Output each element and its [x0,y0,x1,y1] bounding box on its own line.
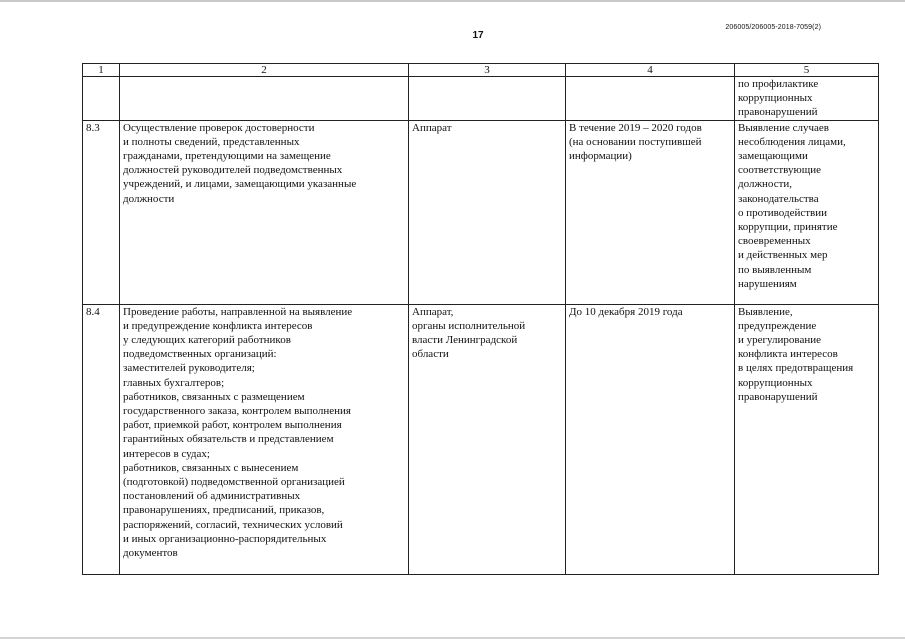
cell-number: 8.3 [83,120,120,304]
cell-action: Проведение работы, направленной на выявление и предупреждение конфликта интересов у следующих категорий работников подведомственных организаций: заместителей руководителя; главных бухгалтеров; работников, связанных с размещением государственного заказа, контролем выполнения работ, приемкой работ, контролем выполнения гарантийных обязательств и представлением интересов в судах; работников, связанных с вынесением (подготовкой) подведомственной организацией постановлений об административных правонарушениях, предписаний, приказов, распоряжений, согласий, технических условий и иных организационно-распорядительных документов [120,304,409,574]
cell-deadline: В течение 2019 – 2020 годов (на основании поступившей информации) [566,120,735,304]
cell-result: по профилактике коррупционных правонарушений [735,77,879,121]
header-col-1: 1 [83,64,120,77]
cell-empty [566,77,735,121]
cell-result: Выявление, предупреждение и урегулирование конфликта интересов в целях предотвращения коррупционных правонарушений [735,304,879,574]
measures-table [82,63,879,575]
page-number: 17 [472,30,484,41]
cell-result: Выявление случаев несоблюдения лицами, замещающими соответствующие должности, законодательства о противодействии коррупции, принятие своевременных и действенных мер по выявленным нарушениям [735,120,879,304]
header-col-2: 2 [120,64,409,77]
cell-empty [83,77,120,121]
table-row [83,120,879,304]
cell-responsible: Аппарат, органы исполнительной власти Ленинградской области [409,304,566,574]
table-row-continuation [83,77,879,121]
cell-deadline: До 10 декабря 2019 года [566,304,735,574]
table-row [83,304,879,574]
table-header-row [83,64,879,77]
cell-responsible: Аппарат [409,120,566,304]
cell-empty [120,77,409,121]
header-col-3: 3 [409,64,566,77]
header-col-5: 5 [735,64,879,77]
header-col-4: 4 [566,64,735,77]
bottom-edge-line [0,637,905,639]
document-code: 206005/206005-2018-7059(2) [725,24,821,31]
cell-action: Осуществление проверок достоверности и полноты сведений, представленных гражданами, претендующими на замещение должностей руководителей подведомственных учреждений, и лицами, замещающими указанные должности [120,120,409,304]
top-edge-line [0,0,905,2]
cell-empty [409,77,566,121]
cell-number: 8.4 [83,304,120,574]
